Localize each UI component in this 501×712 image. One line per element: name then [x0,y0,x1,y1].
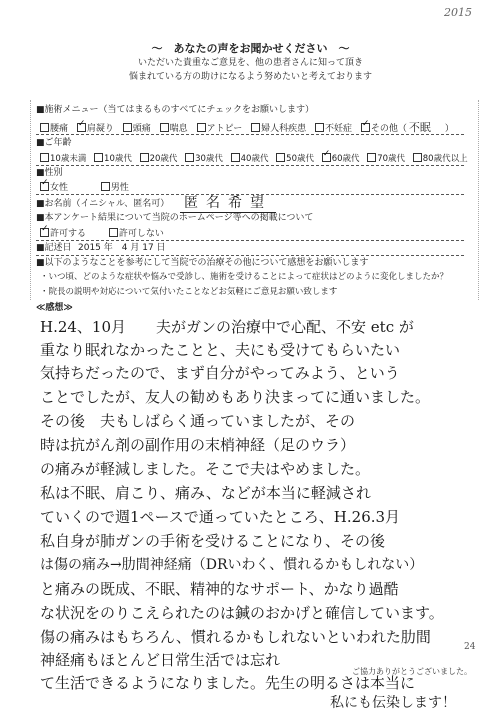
impression-line: ことでしたが、友人の勧めもあり決まってに通いました。 [40,388,431,406]
date-value[interactable]: 2015 年 4 月 17 日 [78,243,166,253]
year-stamp: 2015 [444,6,472,19]
impression-line: 私は不眠、肩こり、痛み、などが本当に軽減され [40,484,371,502]
menu-option-headache[interactable]: 頭痛 [123,123,151,135]
age-option-80plus[interactable]: 80歳代以上 [413,153,468,165]
date-label: ■記述日 [36,243,72,253]
impression-line: の痛みが軽減しました。そこで夫はやめました。 [40,460,371,478]
checkbox-icon[interactable] [109,228,118,237]
impression-line: 神経痛もほとんど日常生活では忘れ [40,651,281,669]
age-option-50s[interactable]: 50歳代 [276,153,314,165]
checkbox-icon[interactable] [413,153,422,162]
impression-line: H.24、10月 夫がガンの治療中で心配、不安 etc が [40,318,414,336]
publish-options [40,228,170,240]
name-label: ■お名前（イニシャル、匿名可） [36,199,170,209]
impression-line: 私にも伝染します！ [330,695,456,711]
impression-line: 気持ちだったので、まず自分がやってみよう、という [40,364,400,382]
age-option-40s[interactable]: 40歳代 [231,153,269,165]
publish-option-allow[interactable]: ✓許可する [40,228,86,240]
closing-thanks: ご協力ありがとうございました。 [352,667,472,676]
gender-options [40,182,135,194]
age-option-30s[interactable]: 30歳代 [185,153,223,165]
impression-line: は傷の痛み→肋間神経痛（DRいわく、慣れるかもしれない） [40,557,424,573]
impression-line: 時は抗がん剤の副作用の末梢神経（足のウラ） [40,436,356,454]
menu-option-atopy[interactable]: アトピー [197,123,243,135]
impression-line: 傷の痛みはもちろん、慣れるかもしれないといわれた肋間 [40,628,431,646]
checkbox-checked-icon[interactable] [361,123,370,132]
menu-option-infertility[interactable]: 不妊症 [315,123,352,135]
impression-line: 重なり眠れなかったことと、夫にも受けてもらいたい [40,341,401,359]
menu-other-text[interactable]: 不眠 [408,121,431,134]
impression-line: と痛みの既成、不眠、精神的なサポート、かなり過酷 [40,580,399,598]
menu-option-asthma[interactable]: 喘息 [160,123,188,135]
checkbox-icon[interactable] [197,123,206,132]
checkbox-icon[interactable] [123,123,132,132]
menu-option-gynecology[interactable]: 婦人科疾患 [251,123,306,135]
impression-line: 私自身が肺ガンの手術を受けることになり、その後 [40,532,386,550]
checkbox-checked-icon[interactable] [322,153,331,162]
checkbox-checked-icon[interactable] [40,228,49,237]
checkbox-icon[interactable] [160,123,169,132]
intro-line-2: 悩まれている方の助けになるよう努めたいと考えております [128,72,372,82]
menu-option-shoulder[interactable]: ✓ 肩凝り [77,123,114,135]
impression-line: て生活できるようになりました。先生の明るさは本当に [40,674,416,692]
age-option-20s[interactable]: 20歳代 [140,153,178,165]
impression-line: ていくので週1ペースで通っていたところ、H.26.3月 [40,508,401,526]
checkbox-checked-icon[interactable] [77,123,86,132]
checkbox-icon[interactable] [40,153,49,162]
checkbox-icon[interactable] [40,123,49,132]
page-title: ～ あなたの声をお聞かせください ～ [151,42,350,55]
checkbox-icon[interactable] [94,153,103,162]
intro-line-1: いただいた貴重なご意見を、他の患者さんに知って頂き [137,58,363,68]
checkbox-icon[interactable] [140,153,149,162]
instructions-bullet-2: ・院長の説明や対応について気付いたことなどお気軽にご意見お願い致します [40,287,338,297]
age-option-60s[interactable]: ✓ 60歳代 [322,153,360,165]
checkbox-checked-icon[interactable] [40,182,49,191]
publish-option-deny[interactable]: 許可しない [109,228,164,240]
age-option-70s[interactable]: 70歳代 [367,153,405,165]
gender-label: ■性別 [36,168,63,178]
checkbox-icon[interactable] [315,123,324,132]
checkbox-icon[interactable] [251,123,260,132]
checkbox-icon[interactable] [101,182,110,191]
menu-option-lowback[interactable]: 腰痛 [40,123,68,135]
age-option-10s[interactable]: 10歳代 [94,153,132,165]
instructions-heading: ■以下のようなことを参考にして当院での治療その他について感想をお願いします [36,258,369,268]
impression-line: その後 夫もしばらく通っていましたが、その [40,412,356,430]
impression-line: な状況をのりこえられたのは鍼のおかげと確信しています。 [40,604,444,622]
instructions-bullet-1: ・いつ頃、どのような症状や悩みで受診し、施術を受けることによって症状はどのように変化しましたか？ [40,272,449,282]
age-label: ■ご年齢 [36,138,72,148]
name-value[interactable]: 匿名希望 [180,192,276,213]
menu-option-other[interactable]: ✓ その他（ 不眠 ） [361,122,454,135]
publish-label: ■本アンケート結果について当院のホームページ等への掲載について [36,213,314,223]
checkbox-icon[interactable] [185,153,194,162]
checkbox-icon[interactable] [276,153,285,162]
menu-label: ■施術メニュー（当てはまるものすべてにチェックをお願いします） [36,105,315,115]
checkbox-icon[interactable] [231,153,240,162]
gender-option-female[interactable]: ✓女性 [40,182,68,194]
page-number: 24 [464,642,476,652]
checkbox-icon[interactable] [367,153,376,162]
impressions-label: ≪感想≫ [36,303,73,313]
gender-option-male[interactable]: 男性 [101,182,129,194]
age-option-under10[interactable]: 10歳未満 [40,153,86,165]
age-options [40,153,468,165]
